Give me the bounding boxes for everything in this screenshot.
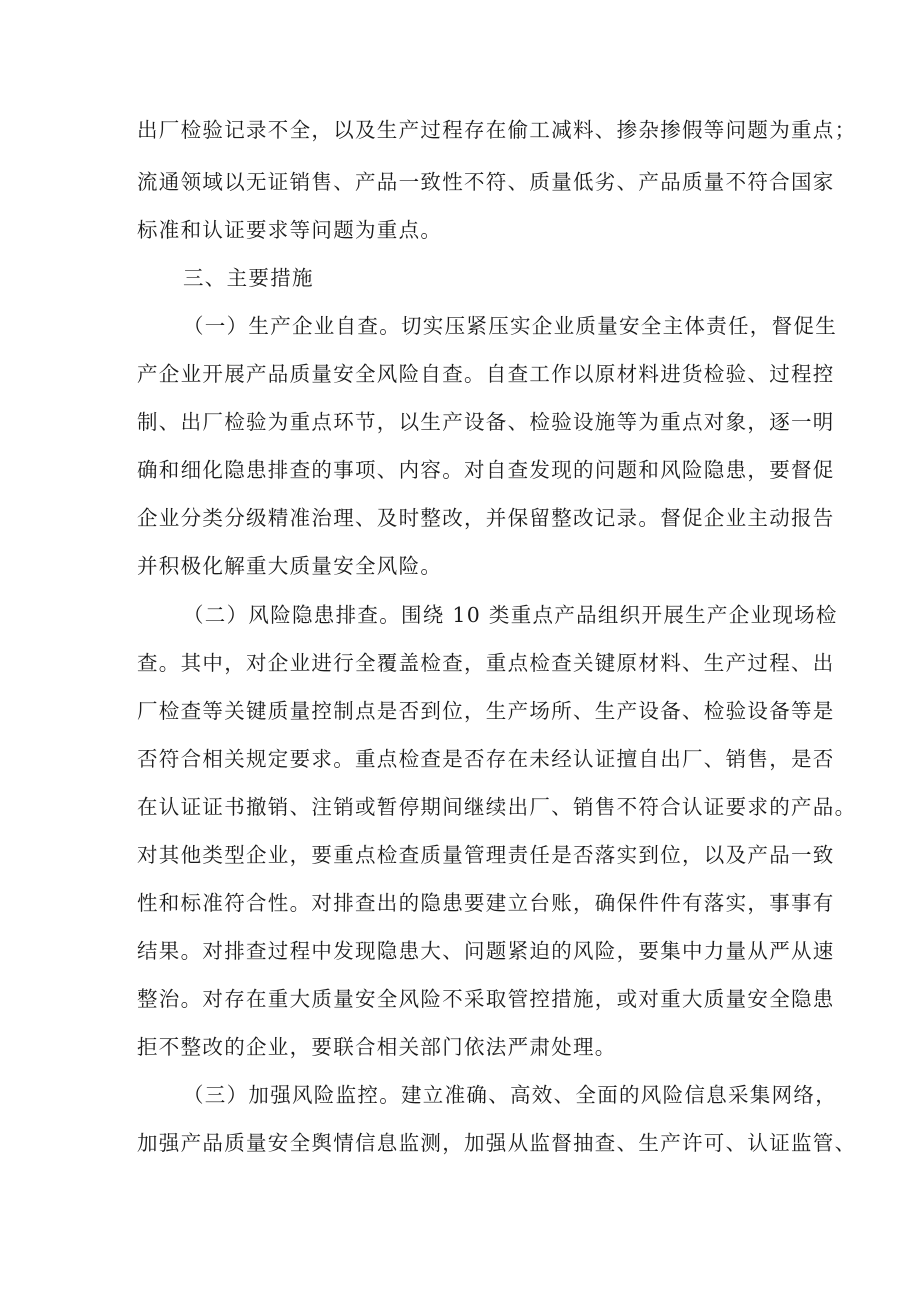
paragraph-line: 企业分类分级精准治理、及时整改，并保留整改记录。督促企业主动报告 (137, 506, 835, 530)
paragraph-line: 产企业开展产品质量安全风险自查。自查工作以原材料进货检验、过程控 (137, 362, 835, 386)
paragraph-line: 加强产品质量安全舆情信息监测，加强从监督抽查、生产许可、认证监管、 (137, 1131, 857, 1155)
paragraph-line: 否符合相关规定要求。重点检查是否存在未经认证擅自出厂、销售，是否 (137, 747, 835, 771)
paragraph-line: 流通领域以无证销售、产品一致性不符、质量低劣、产品质量不符合国家 (137, 170, 835, 194)
paragraph-line: （一）生产企业自查。切实压紧压实企业质量安全主体责任，督促生 (183, 314, 837, 338)
paragraph-line: 整治。对存在重大质量安全风险不采取管控措施，或对重大质量安全隐患 (137, 987, 835, 1011)
paragraph-line: 性和标准符合性。对排查出的隐患要建立台账，确保件件有落实，事事有 (137, 891, 835, 915)
paragraph-line: 厂检查等关键质量控制点是否到位，生产场所、生产设备、检验设备等是 (137, 699, 835, 723)
paragraph-line: 在认证证书撤销、注销或暂停期间继续出厂、销售不符合认证要求的产品。 (137, 795, 857, 819)
paragraph-line: 查。其中，对企业进行全覆盖检查，重点检查关键原材料、生产过程、出 (137, 651, 835, 675)
paragraph-line: 确和细化隐患排查的事项、内容。对自查发现的问题和风险隐患，要督促 (137, 458, 835, 482)
paragraph-line: 并积极化解重大质量安全风险。 (137, 554, 443, 578)
paragraph-line: 拒不整改的企业，要联合相关部门依法严肃处理。 (137, 1035, 617, 1059)
paragraph-line: （二）风险隐患排查。围绕 10 类重点产品组织开展生产企业现场检 (183, 603, 838, 627)
paragraph-line: 对其他类型企业，要重点检查质量管理责任是否落实到位，以及产品一致 (137, 843, 835, 867)
paragraph-line: （三）加强风险监控。建立准确、高效、全面的风险信息采集网络， (183, 1083, 837, 1107)
paragraph-line: 结果。对排查过程中发现隐患大、问题紧迫的风险，要集中力量从严从速 (137, 939, 835, 963)
paragraph-line: 出厂检验记录不全，以及生产过程存在偷工减料、掺杂掺假等问题为重点； (137, 118, 857, 142)
paragraph-line: 标准和认证要求等问题为重点。 (137, 218, 443, 242)
section-heading: 三、主要措施 (183, 266, 314, 290)
paragraph-line: 制、出厂检验为重点环节，以生产设备、检验设施等为重点对象，逐一明 (137, 410, 835, 434)
